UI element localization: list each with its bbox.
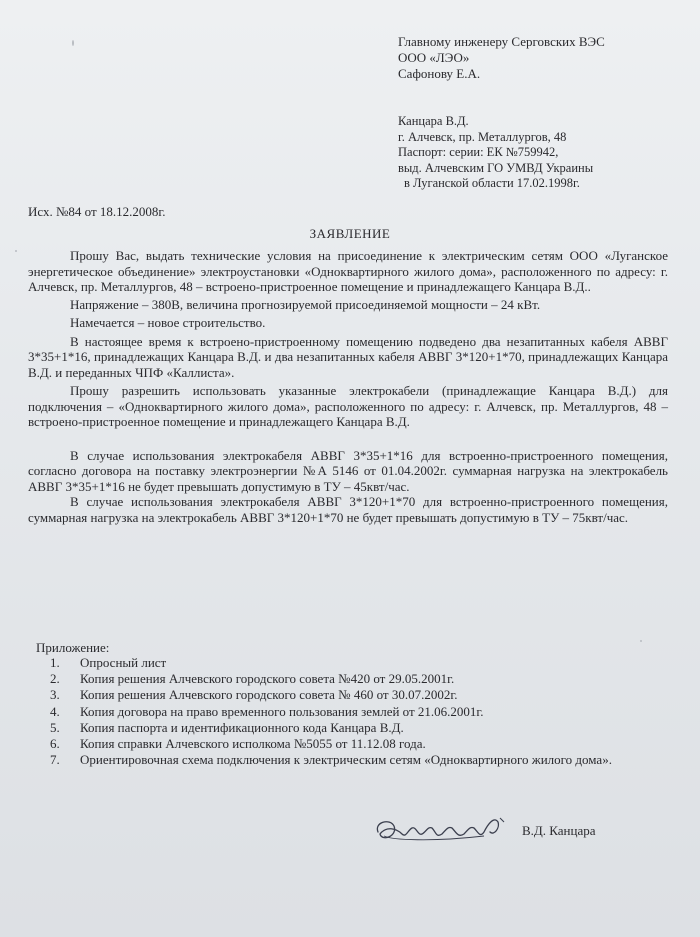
- speck: [72, 40, 74, 46]
- sender-passport: Паспорт: серии: ЕК №759942,: [398, 145, 559, 159]
- paragraph: Намечается – новое строительство.: [70, 315, 266, 330]
- paragraph: Прошу Вас, выдать технические условия на присоединение к электрическим сетям ООО «Луганское энергетическое объединение» электроустановки «Одноквартирного жилого дома», расположенного по адресу: г. Алчевск, пр. Металлургов, 48 – встроено-пристроенное помещение и принадлежащего Канцара В.Д..: [28, 248, 668, 294]
- paragraph: Напряжение – 380В, величина прогнозируемой присоединяемой мощности – 24 кВт.: [70, 296, 541, 312]
- list-item: 1. Опросный лист: [50, 655, 167, 670]
- list-item: 2. Копия решения Алчевского городского совета №420 от 29.05.2001г.: [50, 671, 455, 687]
- speck: [15, 250, 17, 252]
- paragraph: В случае использования электрокабеля АВВГ 3*35+1*16 для встроенно-пристроенного помещения, согласно договора на поставку электроэнергии №А 5146 от 01.04.2002г. суммарная нагрузка на электрокабель АВВГ 3*35+1*16 не будет превышать допустимую в ТУ – 45квт/час.: [28, 447, 668, 494]
- signature-scribble: [372, 808, 522, 852]
- list-item: 6. Копия справки Алчевского исполкома №5055 от 11.12.08 года.: [50, 736, 426, 752]
- sender-issued-date: в Луганской области 17.02.1998г.: [404, 176, 580, 190]
- document-body: [28, 248, 668, 525]
- sender-block: [398, 114, 688, 192]
- addressee-block: [398, 34, 688, 82]
- sender-address: г. Алчевск, пр. Металлургов, 48: [398, 129, 567, 144]
- handwritten-signature: [372, 808, 522, 852]
- paragraph: Прошу разрешить использовать указанные электрокабели (принадлежащие Канцара В.Д.) для подключения – «Одноквартирного жилого дома», расположенного по адресу: г. Алчевск, пр. Металлургов, 48 – встроено-пристроенное помещение и принадлежащего Канцара В.Д.: [28, 383, 668, 429]
- sender-issued-by: выд. Алчевским ГО УМВД Украины: [398, 160, 594, 175]
- paragraph: В случае использования электрокабеля АВВГ 3*120+1*70 для встроенно-пристроенного помещения, суммарная нагрузка на электрокабель АВВГ 3*120+1*70 не будет превышать допустимую в ТУ – 75квт/час.: [28, 494, 668, 525]
- paragraph: В настоящее время к встроено-пристроенному помещению подведено два незапитанных кабеля АВВГ 3*35+1*16, принадлежащих Канцара В.Д. и два незапитанных кабеля АВВГ 3*120+1*70, принадлежащих Канцара В.Д. и переданных ЧПФ «Каллиста».: [28, 333, 668, 380]
- sender-name: Канцара В.Д.: [398, 114, 469, 128]
- speck: [640, 640, 642, 642]
- signer-name: В.Д. Канцара: [522, 823, 596, 838]
- list-item: 5. Копия паспорта и идентификационного кода Канцара В.Д.: [50, 719, 404, 735]
- list-item: 4. Копия договора на право временного пользования землей от 21.06.2001г.: [50, 703, 484, 719]
- addressee-line: Сафонову Е.А.: [398, 66, 481, 81]
- list-item: 3. Копия решения Алчевского городского совета № 460 от 30.07.2002г.: [50, 687, 458, 703]
- attachments-list: [50, 655, 690, 768]
- addressee-line: ООО «ЛЭО»: [398, 50, 470, 65]
- outgoing-number: Исх. №84 от 18.12.2008г.: [28, 204, 166, 219]
- list-item: 7. Ориентировочная схема подключения к электрическим сетям «Одноквартирного жилого дома».: [50, 752, 612, 768]
- addressee-line: Главному инженеру Серговских ВЭС: [398, 34, 605, 49]
- document-title: ЗАЯВЛЕНИЕ: [309, 226, 391, 241]
- attachments-title: Приложение:: [36, 640, 110, 655]
